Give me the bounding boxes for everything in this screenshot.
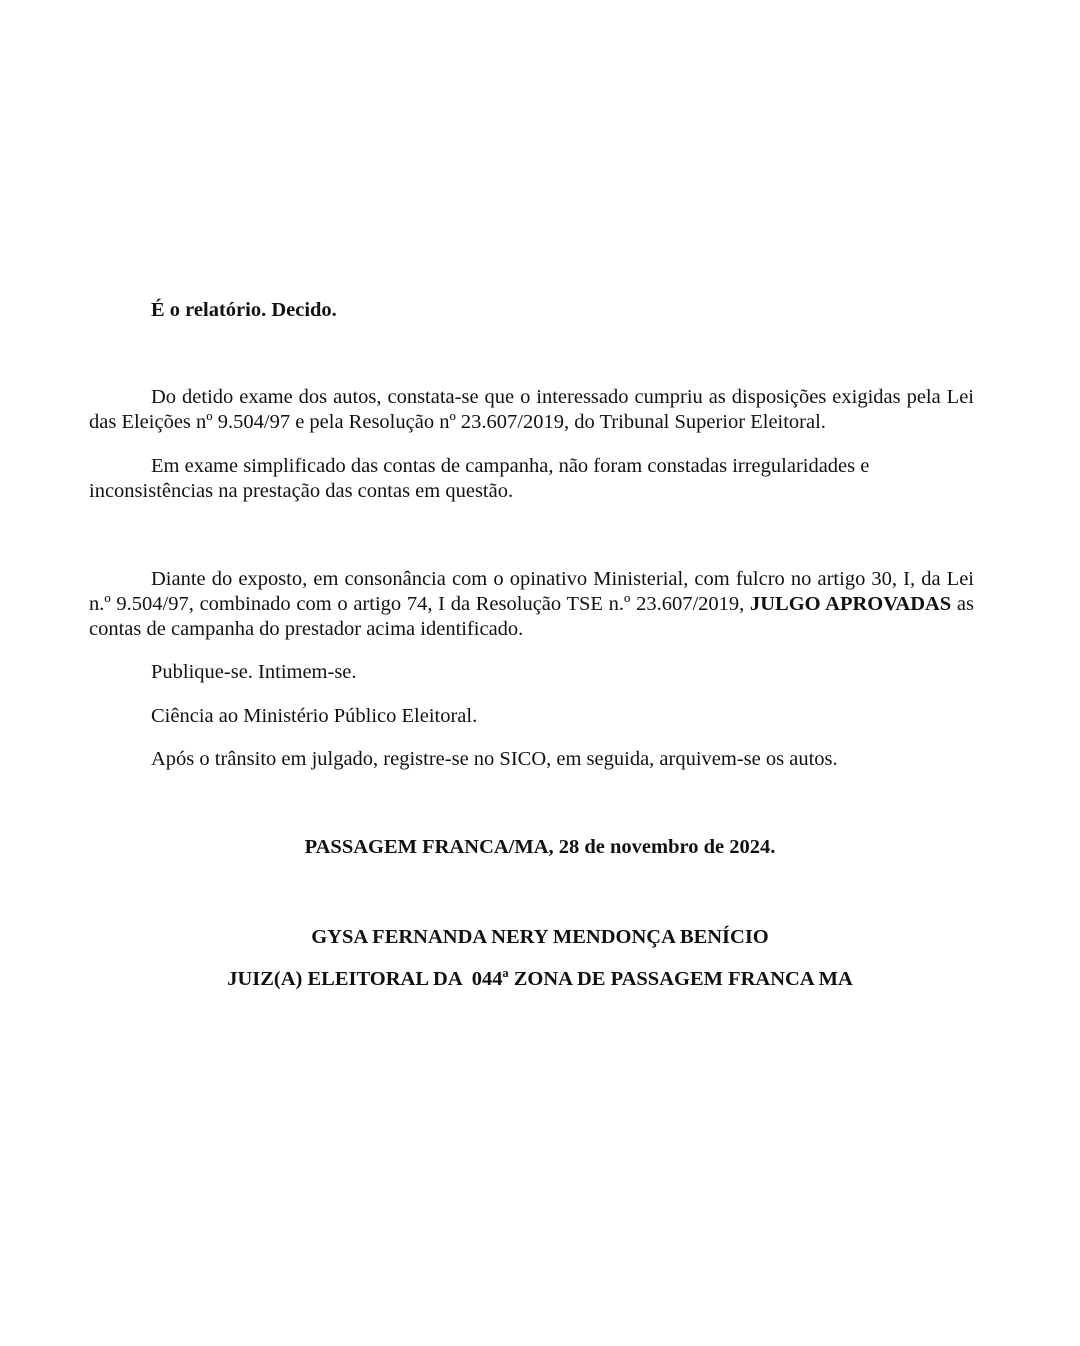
place-date: PASSAGEM FRANCA/MA, 28 de novembro de 2024.	[304, 836, 776, 858]
paragraph-ministry: Ciência ao Ministério Público Eleitoral.	[151, 705, 478, 727]
signer-name: GYSA FERNANDA NERY MENDONÇA BENÍCIO	[311, 926, 769, 948]
paragraph-3-line-2	[89, 592, 974, 617]
paragraph-3-line-2-text: n.º 9.504/97, combinado com o artigo 74, I da Resolução TSE n.º 23.607/2019,	[89, 593, 745, 615]
report-heading: É o relatório. Decido.	[151, 299, 337, 321]
signer-title: JUIZ(A) ELEITORAL DA 044ª ZONA DE PASSAGEM FRANCA MA	[227, 968, 853, 990]
paragraph-1-line-1: Do detido exame dos autos, constata-se que o interessado cumpriu as disposições exigidas pela Lei	[151, 386, 974, 408]
paragraph-3-line-3: contas de campanha do prestador acima identificado.	[89, 618, 524, 640]
paragraph-1-line-2: das Eleições nº 9.504/97 e pela Resolução nº 23.607/2019, do Tribunal Superior Eleitoral.	[89, 411, 826, 433]
paragraph-archive: Após o trânsito em julgado, registre-se no SICO, em seguida, arquivem-se os autos.	[151, 748, 838, 770]
judgment-approved: JULGO APROVADAS	[749, 593, 952, 615]
paragraph-2-line-2: inconsistências na prestação das contas em questão.	[89, 480, 514, 502]
paragraph-3-line-2-end: as	[956, 593, 974, 615]
paragraph-2-line-1: Em exame simplificado das contas de campanha, não foram constadas irregularidades e	[151, 455, 870, 477]
paragraph-publish: Publique-se. Intimem-se.	[151, 661, 357, 683]
paragraph-3-line-1: Diante do exposto, em consonância com o opinativo Ministerial, com fulcro no artigo 30, I, da Lei	[151, 568, 974, 590]
